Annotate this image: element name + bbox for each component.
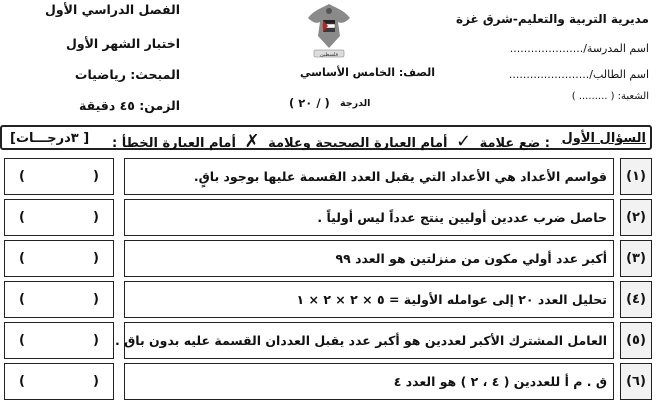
- score-label: الدرجة: [340, 98, 371, 109]
- item-number: (٣): [620, 240, 652, 277]
- answer-paren-open: (: [19, 292, 25, 307]
- grade-label: الصف: الخامس الأساسي: [300, 66, 436, 79]
- semester-label: الفصل الدراسي الأول: [45, 2, 180, 17]
- item-statement: أكبر عدد أولي مكون من منزلتين هو العدد ٩٩: [124, 240, 614, 277]
- answer-box[interactable]: [4, 158, 114, 195]
- answer-box[interactable]: [4, 199, 114, 236]
- question-marks: [ ٣درجـــات]: [10, 131, 90, 146]
- answer-paren-open: (: [19, 374, 25, 389]
- directorate-label: مديرية التربية والتعليم-شرق غزة: [456, 12, 649, 26]
- answer-box[interactable]: [4, 281, 114, 318]
- subject-label: المبحث: رياضيات: [74, 67, 180, 82]
- table-row: [0, 281, 652, 318]
- question-header: [0, 125, 652, 150]
- answer-box[interactable]: [4, 363, 114, 400]
- answer-paren-open: (: [19, 210, 25, 225]
- answer-paren-close: ): [93, 292, 99, 307]
- item-statement: ق . م أ للعددين ( ٤ ، ٢ ) هو العدد ٤: [124, 363, 614, 400]
- answer-box[interactable]: [4, 240, 114, 277]
- table-row: [0, 363, 652, 400]
- item-statement: تحليل العدد ٢٠ إلى عوامله الأولية = ٥ × ٢ × ٢ × ١: [124, 281, 614, 318]
- item-statement: قواسم الأعداد هي الأعداد التي يقبل العدد القسمة عليها بوجود باقٍ.: [124, 158, 614, 195]
- answer-paren-close: ): [93, 374, 99, 389]
- exam-label: اختبار الشهر الأول: [65, 36, 180, 51]
- item-statement: حاصل ضرب عددين أوليين ينتج عدداً ليس أولياً .: [124, 199, 614, 236]
- palestine-emblem-icon: [304, 0, 354, 60]
- instruction-part-c: أمام العبارة الخطأ :: [111, 136, 236, 151]
- item-number: (٢): [620, 199, 652, 236]
- section-field: الشعبة: ( ......... ): [571, 91, 649, 102]
- question-title: السؤال الأول: [561, 131, 646, 146]
- answer-paren-close: ): [93, 169, 99, 184]
- instruction-part-a: : ضع علامة: [479, 136, 550, 151]
- emblem-caption: فلسطين: [320, 52, 338, 58]
- table-row: [0, 322, 652, 359]
- answer-paren-close: ): [93, 333, 99, 348]
- student-name-field: اسم الطالب/.......................: [508, 68, 649, 81]
- item-statement: العامل المشترك الأكبر لعددين هو أكبر عدد يقبل العددان القسمة عليه بدون باق .: [124, 322, 614, 359]
- item-number: (٤): [620, 281, 652, 318]
- answer-box[interactable]: [4, 322, 114, 359]
- answer-paren-open: (: [19, 251, 25, 266]
- question-instruction: [112, 131, 550, 152]
- answer-paren-open: (: [19, 333, 25, 348]
- x-mark-icon: ✗: [244, 131, 260, 152]
- answer-paren-open: (: [19, 169, 25, 184]
- table-row: [0, 158, 652, 195]
- item-number: (٦): [620, 363, 652, 400]
- table-row: [0, 199, 652, 236]
- instruction-part-b: أمام العبارة الصحيحة وعلامة: [268, 136, 448, 151]
- score-value: ( / ٢٠ ): [289, 96, 330, 110]
- item-number: (١): [620, 158, 652, 195]
- check-mark-icon: ✓: [455, 131, 472, 152]
- item-number: (٥): [620, 322, 652, 359]
- table-row: [0, 240, 652, 277]
- answer-paren-close: ): [93, 210, 99, 225]
- school-name-field: اسم المدرسة/.....................: [509, 42, 649, 55]
- answer-paren-close: ): [93, 251, 99, 266]
- time-label: الزمن: ٤٥ دقيقة: [79, 98, 180, 113]
